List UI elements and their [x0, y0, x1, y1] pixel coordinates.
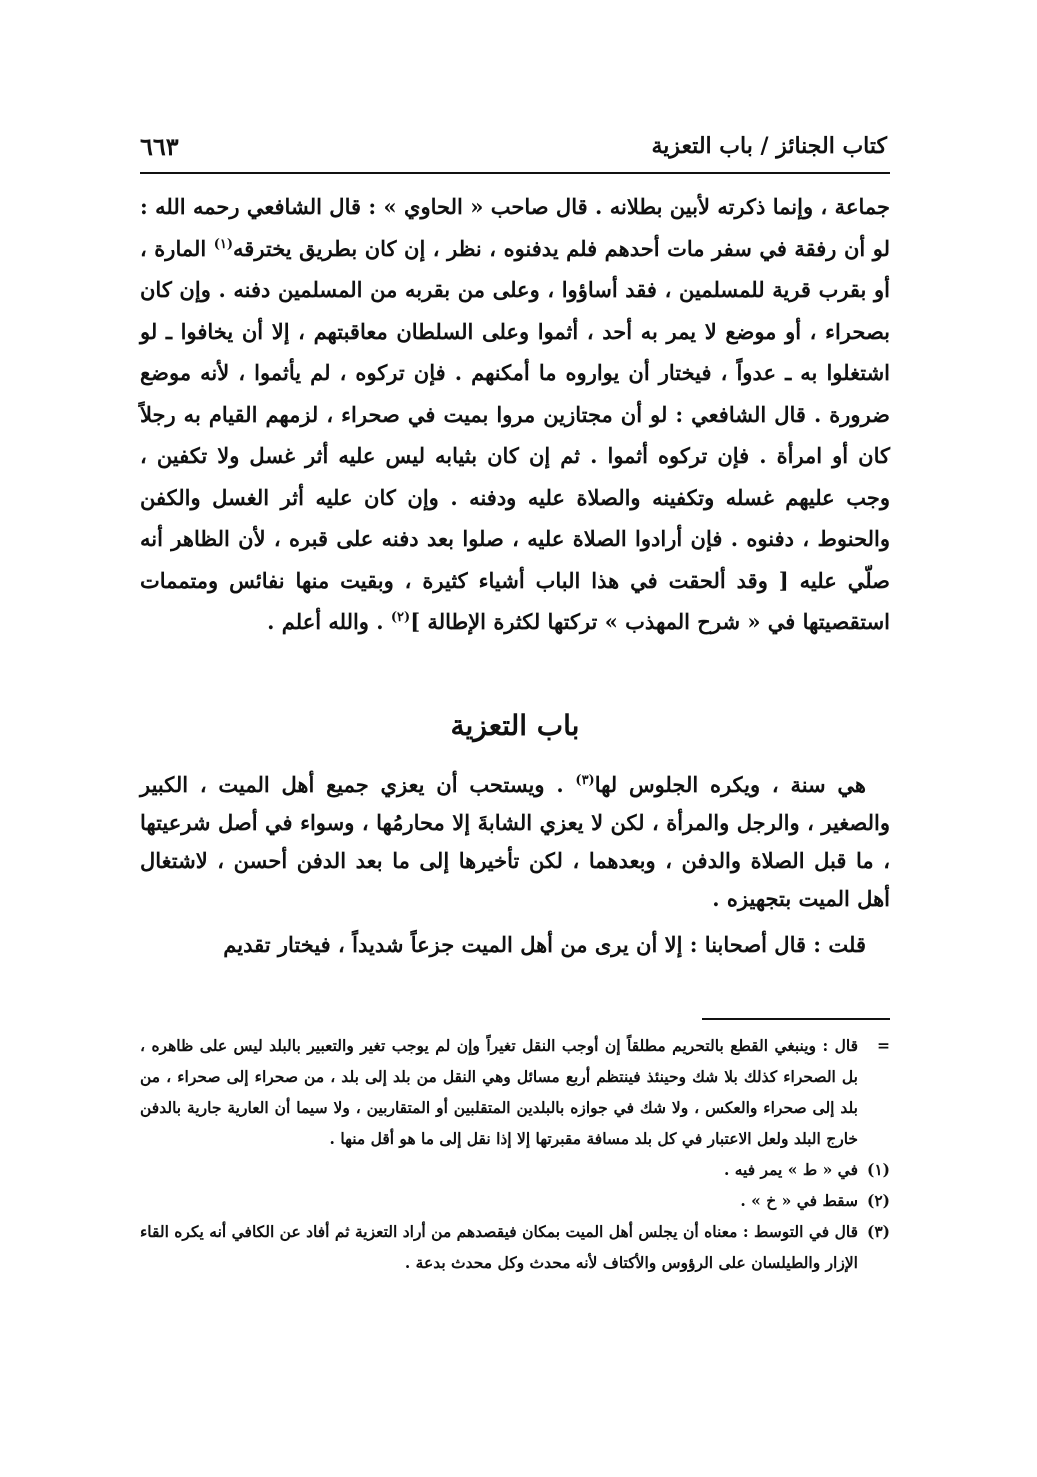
footnote-continuation-text: قال : وينبغي القطع بالتحريم مطلقاً إن أوجب النقل تغيراً وإن لم يوجب تغير والتعبير بالبلد ليس على ظاهره ، بل الصحراء كذلك بلا شك وحينئذ فينتظم أربع مسائل وهي النقل من بلد إلى بلد ، من صحراء إلى صحراء ، من بلد إلى صحراء والعكس ، ولا شك في جوازه بالبلدين المتقلبين أو المتقاربين ، ولا سيما أن العارية جارية بالدفن خارج البلد ولعل الاعتبار في كل بلد مسافة مقبرتها إلا إذا نقل إلى ما هو أقل منها . — [140, 1036, 858, 1148]
section-p1-start: هي سنة ، ويكره الجلوس لها — [594, 772, 866, 797]
section-heading: باب التعزية — [450, 709, 580, 742]
footnote-1-marker: (١) — [866, 1160, 890, 1179]
paragraph-text: جماعة ، وإنما ذكرته لأبين بطلانه . قال صاحب « الحاوي » : قال الشافعي رحمه الله : لو أن رفقة في سفر مات أحدهم فلم يدفنوه ، نظر ، إن كان بطريق يخترقه — [140, 194, 890, 261]
footnote-rule — [702, 1018, 890, 1020]
footnote-continuation — [140, 1030, 890, 1154]
footnote-1 — [140, 1154, 890, 1185]
main-paragraph — [140, 186, 890, 643]
footnote-3 — [140, 1216, 890, 1278]
paragraph-text-continued: المارة ، أو بقرب قرية للمسلمين ، فقد أساؤوا ، وعلى من بقربه من المسلمين دفنه . وإن كان بصحراء ، أو موضع لا يمر به أحد ، أثموا وعلى السلطان معاقبتهم ، إلا أن يخافوا ـ لو اشتغلوا به ـ عدواً ، فيختار أن يواروه ما أمكنهم . فإن تركوه ، لم يأثموا ، لأنه موضع ضرورة . قال الشافعي : لو أن مجتازين مروا بميت في صحراء ، لزمهم القيام به رجلاً كان أو امرأة . فإن تركوه أثموا . ثم إن كان بثيابه ليس عليه أثر غسل ولا تكفين ، وجب عليهم غسله وتكفينه والصلاة عليه ودفنه . وإن كان عليه أثر الغسل والكفن والحنوط ، دفنوه . فإن أرادوا الصلاة عليه ، صلوا بعد دفنه على قبره ، لأن الظاهر أنه صلّي عليه [ وقد ألحقت في هذا الباب أشياء كثيرة ، وبقيت منها نفائس ومتممات استقصيتها في « شرح المهذب » تركتها لكثرة الإطالة ] — [140, 235, 890, 634]
footnote-ref-3: (٣) — [575, 773, 595, 788]
footnotes — [140, 1030, 890, 1278]
footnote-ref-2: (٢) — [390, 610, 411, 625]
header-rule — [140, 172, 890, 174]
main-text — [140, 186, 890, 643]
footnote-ref-1: (١) — [213, 236, 234, 252]
footnote-continuation-marker: = — [877, 1036, 890, 1055]
section-paragraph-1 — [140, 766, 890, 918]
footnote-1-text: في « ط » يمر فيه . — [723, 1160, 858, 1179]
paragraph-text-end: . والله أعلم . — [267, 609, 391, 634]
footnote-3-text: قال في التوسط : معناه أن يجلس أهل الميت بمكان فيقصدهم من أراد التعزية ثم أفاد عن الكافي أنه يكره القاء الإزار والطيلسان على الرؤوس والأكتاف لأنه محدث وكل محدث بدعة . — [140, 1222, 858, 1272]
page-number: ٦٦٣ — [140, 131, 179, 161]
footnote-3-marker: (٣) — [866, 1222, 890, 1241]
footnote-2-marker: (٢) — [866, 1191, 890, 1210]
section-paragraph-2: قلت : قال أصحابنا : إلا أن يرى من أهل الميت جزعاً شديداً ، فيختار تقديم — [223, 932, 866, 957]
section-text — [140, 766, 890, 964]
page-header — [140, 120, 887, 172]
footnote-2-text: سقط في « خ » . — [740, 1191, 858, 1210]
section-p1-rest: . ويستحب أن يعزي جميع أهل الميت ، الكبير والصغير ، والرجل والمرأة ، لكن لا يعزي الشابةَ إلا محارمُها ، وسواء في أصل شرعيتها ، ما قبل الصلاة والدفن ، وبعدهما ، لكن تأخيرها إلى ما بعد الدفن أحسن ، لاشتغال أهل الميت بتجهيزه . — [140, 772, 890, 911]
footnote-2 — [140, 1185, 890, 1216]
running-title: كتاب الجنائز / باب التعزية — [651, 133, 887, 159]
